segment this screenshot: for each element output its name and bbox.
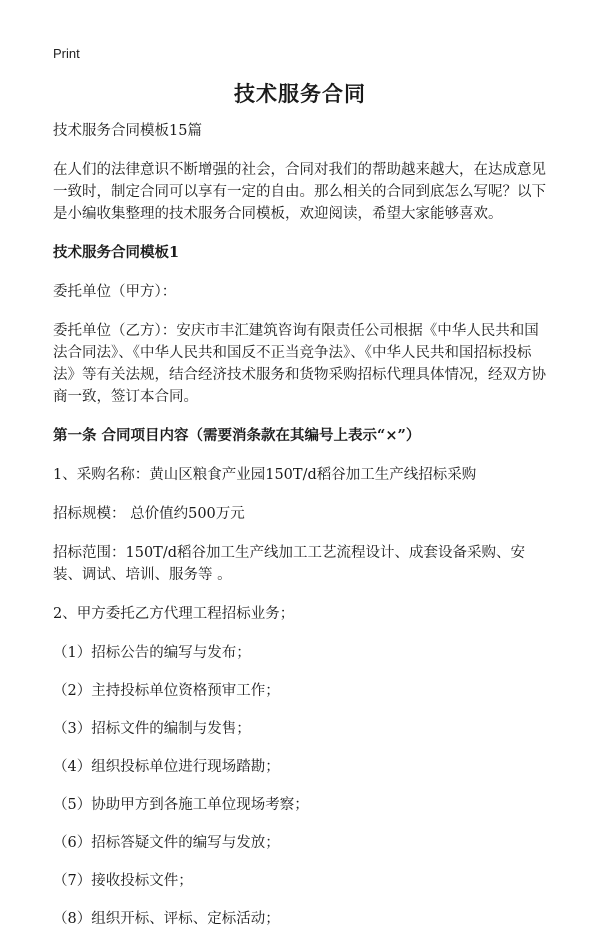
procurement-name: 1、采购名称：黄山区粮食产业园150T/d稻谷加工生产线招标采购 xyxy=(53,467,477,483)
party-a-line: 委托单位（甲方）： xyxy=(53,284,177,300)
party-b-paragraph: 委托单位（乙方）：安庆市丰汇建筑咨询有限责任公司根据《中华人民共和国法合同法》、《中华人民共和国反不正当竞争法》、《中华人民共和国招标投标法》等有关法规，结合经济技术服务和货物采购招标代理具体情况，经双方协商一致，签订本合同。 xyxy=(53,323,546,405)
task-item: （8）组织开标、评标、定标活动； xyxy=(53,911,280,927)
task-item: （2）主持投标单位资格预审工作； xyxy=(53,683,280,699)
print-link[interactable]: Print xyxy=(53,46,80,61)
task-item: （4）组织投标单位进行现场踏勘； xyxy=(53,759,280,775)
tender-scope: 招标范围：150T/d稻谷加工生产线加工工艺流程设计、成套设备采购、安装、调试、培训、服务等 。 xyxy=(53,545,526,583)
task-item: （6）招标答疑文件的编写与发放； xyxy=(53,835,280,851)
task-item: （7）接收投标文件； xyxy=(53,873,193,889)
section-heading: 技术服务合同模板1 xyxy=(53,244,180,261)
task-item: （5）协助甲方到各施工单位现场考察； xyxy=(53,797,309,813)
task-item: （1）招标公告的编写与发布； xyxy=(53,645,251,661)
agency-business-line: 2、甲方委托乙方代理工程招标业务； xyxy=(53,606,295,622)
document-subtitle: 技术服务合同模板15篇 xyxy=(53,123,202,139)
tender-scale: 招标规模： 总价值约500万元 xyxy=(53,506,245,522)
intro-paragraph: 在人们的法律意识不断增强的社会，合同对我们的帮助越来越大，在达成意见一致时，制定合同可以享有一定的自由。那么相关的合同到底怎么写呢？以下是小编收集整理的技术服务合同模板，欢迎阅读，希望大家能够喜欢。 xyxy=(53,162,546,222)
document-body xyxy=(53,120,550,946)
page-title: 技术服务合同 xyxy=(234,82,366,106)
task-item: （3）招标文件的编制与发售； xyxy=(53,721,251,737)
article-heading: 第一条 合同项目内容（需要消条款在其编号上表示“×”） xyxy=(53,427,421,444)
